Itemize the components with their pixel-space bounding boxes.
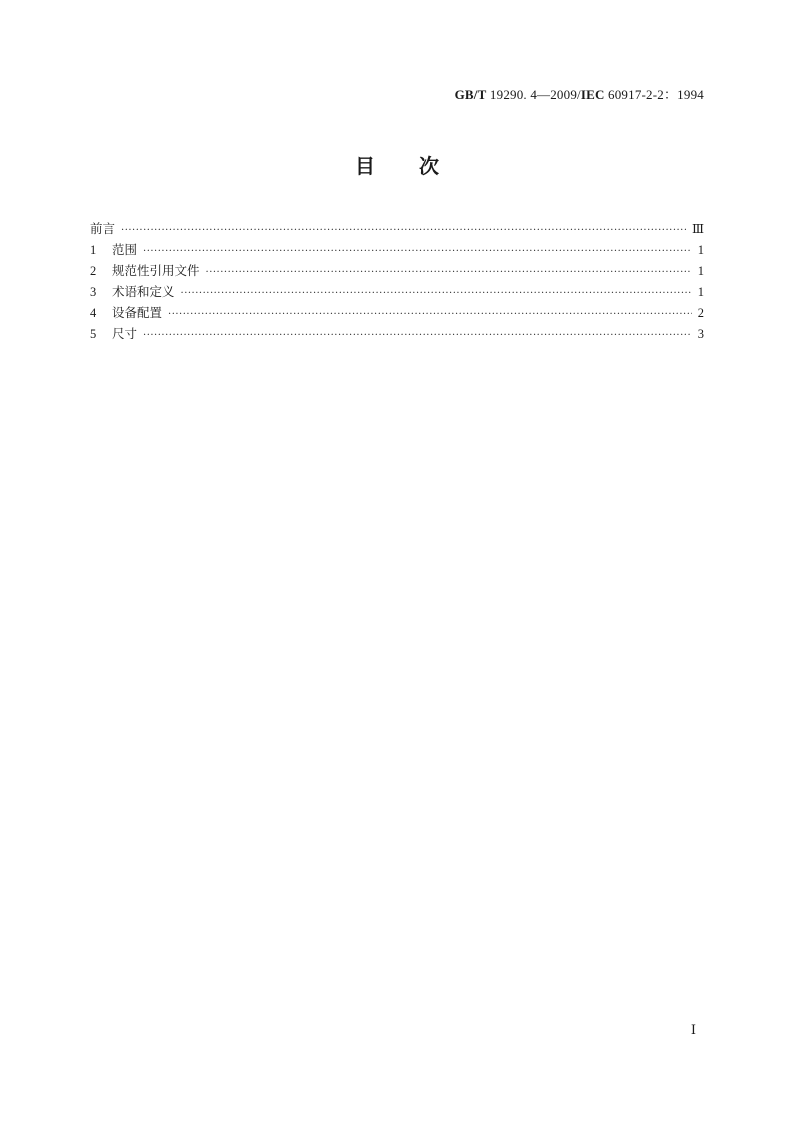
toc-entry-page: 3 <box>697 327 704 341</box>
toc-entry-dimensions[interactable] <box>90 323 704 344</box>
toc-entry-number: 4 <box>90 306 97 320</box>
toc-dot-leader <box>143 325 692 346</box>
toc-entry-equipment-configuration[interactable] <box>90 302 704 323</box>
toc-entry-number: 2 <box>90 264 97 278</box>
toc-entry-scope[interactable] <box>90 239 704 260</box>
toc-entry-label: 前言 <box>90 221 116 236</box>
toc-entry-terms-definitions[interactable] <box>90 281 704 302</box>
title-char-1: 目 <box>355 154 375 178</box>
title-char-2: 次 <box>419 154 439 178</box>
toc-entry-foreword[interactable] <box>90 218 704 239</box>
toc-dot-leader <box>143 241 692 262</box>
page-number: Ⅰ <box>690 1022 696 1037</box>
toc-entry-label: 术语和定义 <box>112 284 175 299</box>
page-title <box>0 150 794 179</box>
toc-dot-leader <box>181 283 692 304</box>
toc-entry-label: 规范性引用文件 <box>112 263 200 278</box>
standard-number: 19290. 4—2009/ <box>486 87 581 102</box>
toc-dot-leader <box>168 304 692 325</box>
toc-entry-number: 5 <box>90 327 97 341</box>
toc-entry-label: 范围 <box>112 242 138 257</box>
toc-entry-number: 1 <box>90 243 97 257</box>
toc-entry-page: Ⅲ <box>691 222 704 236</box>
toc-entry-normative-references[interactable] <box>90 260 704 281</box>
toc-entry-label: 尺寸 <box>112 326 138 341</box>
toc-entry-page: 2 <box>697 306 704 320</box>
iec-prefix: IEC <box>580 87 605 102</box>
toc-entry-page: 1 <box>697 285 704 299</box>
toc-dot-leader <box>121 220 686 241</box>
toc-entry-page: 1 <box>697 243 704 257</box>
document-standard-code <box>455 84 704 103</box>
toc-entry-page: 1 <box>697 264 704 278</box>
toc-entry-label: 设备配置 <box>112 305 163 320</box>
standard-prefix: GB/T <box>454 87 487 102</box>
toc-entry-number: 3 <box>90 285 97 299</box>
toc-dot-leader <box>206 262 692 283</box>
iec-number: 60917-2-2：1994 <box>604 87 704 102</box>
table-of-contents <box>90 218 704 344</box>
